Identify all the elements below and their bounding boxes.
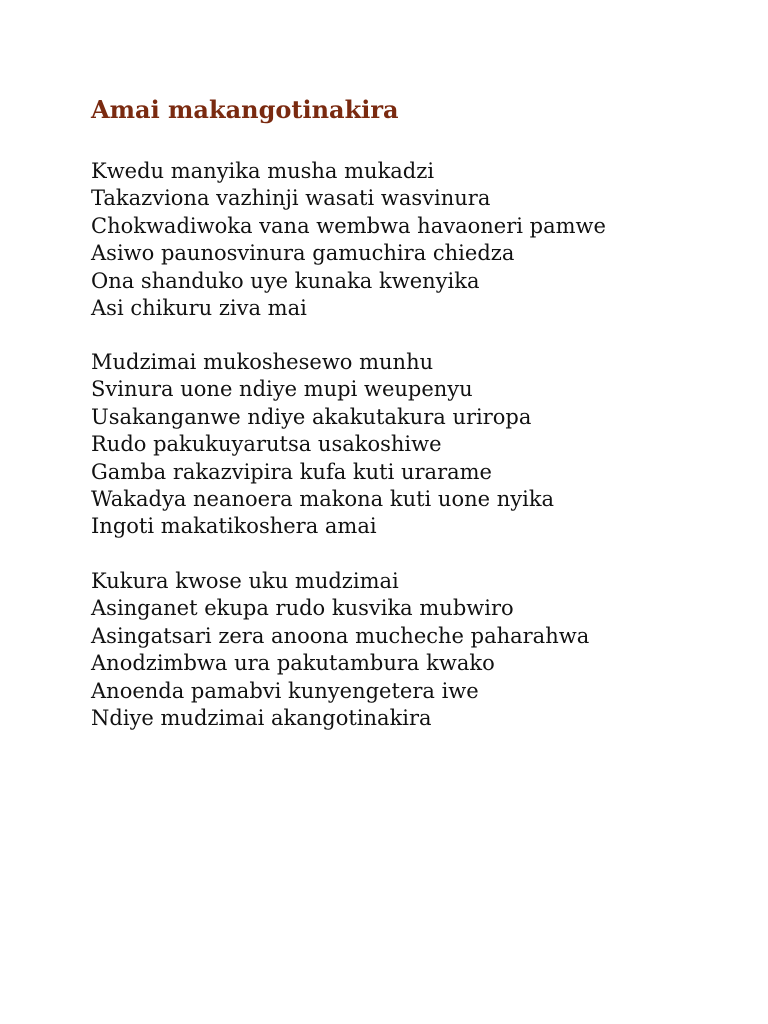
poem-stanza-2 bbox=[91, 349, 554, 541]
poem-line: Rudo pakukuyarutsa usakoshiwe bbox=[91, 432, 442, 457]
poem-line: Takazviona vazhinji wasati wasvinura bbox=[91, 186, 491, 211]
poem-line: Anoenda pamabvi kunyengetera iwe bbox=[91, 678, 479, 703]
poem-line: Ona shanduko uye kunaka kwenyika bbox=[91, 268, 480, 293]
poem-line: Wakadya neanoera makona kuti uone nyika bbox=[91, 487, 555, 512]
poem-title: Amai makangotinakira bbox=[91, 95, 399, 124]
poem-line: Asi chikuru ziva mai bbox=[91, 296, 307, 321]
poem-line: Ingoti makatikoshera amai bbox=[91, 514, 377, 539]
poem-line: Mudzimai mukoshesewo munhu bbox=[91, 350, 434, 374]
poem-line: Anodzimbwa ura pakutambura kwako bbox=[91, 651, 495, 676]
poem-line: Asiwo paunosvinura gamuchira chiedza bbox=[91, 241, 515, 266]
poem-line: Kukura kwose uku mudzimai bbox=[91, 569, 399, 593]
poem-line: Chokwadiwoka vana wembwa havaoneri pamwe bbox=[91, 213, 606, 238]
poem-line: Kwedu manyika musha mukadzi bbox=[91, 159, 435, 183]
poem-stanza-3 bbox=[91, 568, 589, 732]
poem-line: Asingatsari zera anoona mucheche paharahwa bbox=[91, 623, 590, 648]
poem-line: Asinganet ekupa rudo kusvika mubwiro bbox=[91, 596, 514, 621]
poem-line: Usakanganwe ndiye akakutakura uriropa bbox=[91, 404, 532, 429]
poem-stanza-1 bbox=[91, 158, 606, 322]
poem-line: Ndiye mudzimai akangotinakira bbox=[91, 706, 432, 731]
poem-line: Svinura uone ndiye mupi weupenyu bbox=[91, 377, 473, 402]
poem-line: Gamba rakazvipira kufa kuti urarame bbox=[91, 459, 492, 484]
